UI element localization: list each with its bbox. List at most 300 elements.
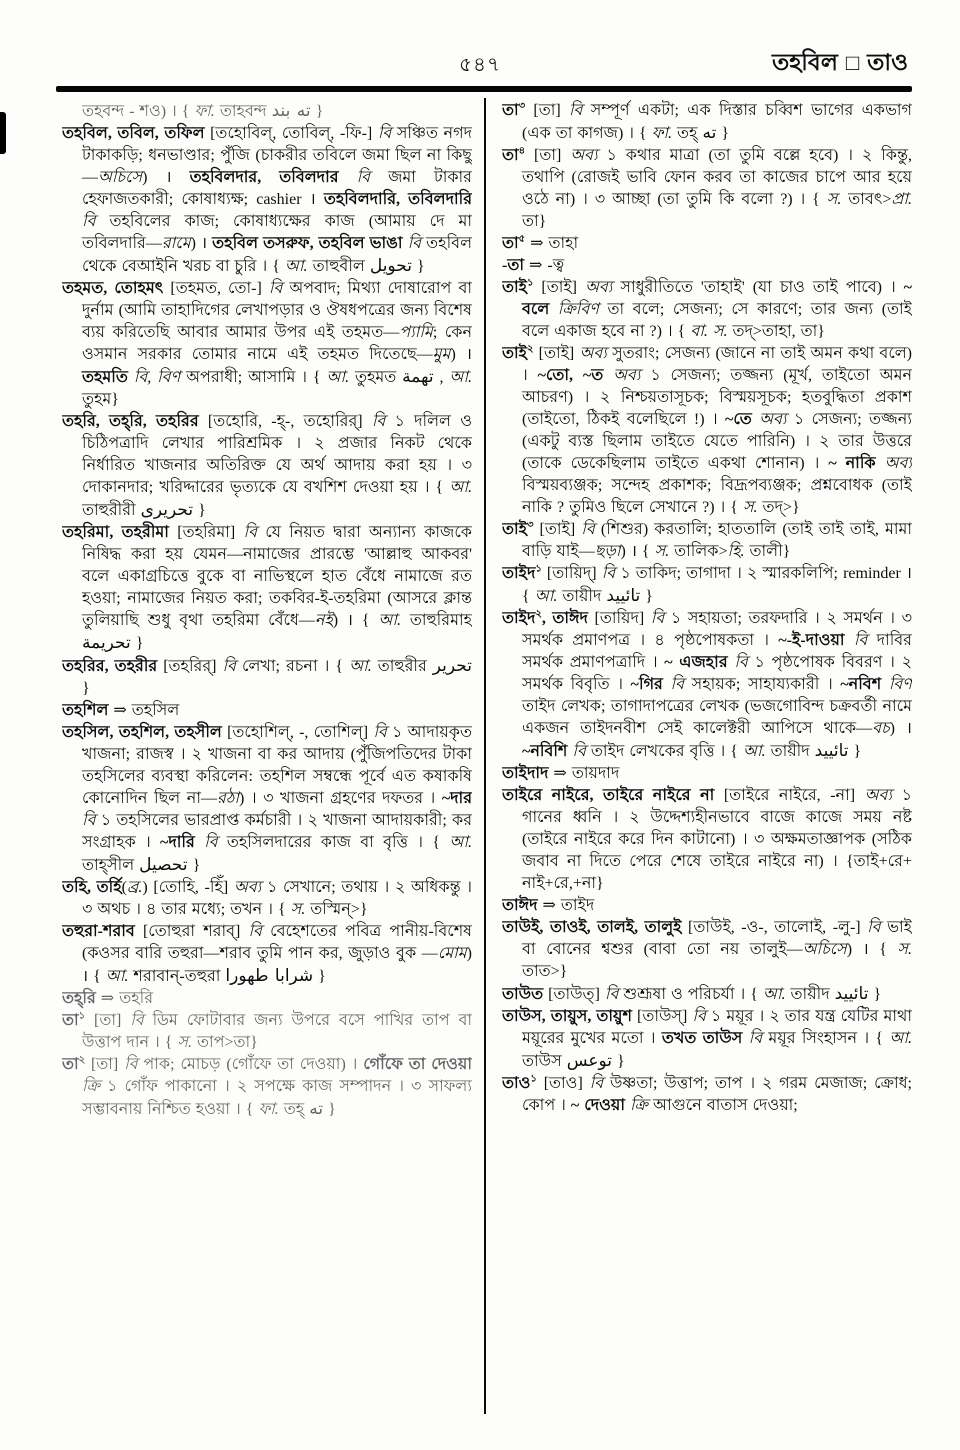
entry-segment: [তহোরি, -হ্-, তহোরির্] [198,413,372,430]
entry-segment: আ. [284,258,308,275]
entry-segment: অব্য [570,147,598,164]
dictionary-entry [502,917,912,983]
entry-segment: ~গির [630,676,663,693]
entry-segment: ~দার [441,790,472,807]
entry-segment: বি, বিণ [133,369,181,386]
entry-segment: ~ এজহার [664,654,728,671]
entry-segment: } [310,103,324,120]
entry-segment: তস্মিন্>} [305,901,368,918]
entry-segment: তাইরে নাইরে, তাইরে নাইরে না [502,787,715,804]
entry-segment: স. [290,901,306,918]
entry-segment: বি [371,413,386,430]
entry-segment: ১ পৃষ্ঠপোষক বিবরণ । ২ সমর্থক বিবৃতি । [522,654,912,693]
entry-segment: تحصيل [139,855,188,875]
entry-segment: বি [692,1008,706,1025]
entry-segment: তাইদ লেখক; তাগাদাপত্রের লেখক (ভজগোবিন্দ চক্রবর্তী নামে একজন তাইদনবীশ সেই কালেক্টরী আপিসে থাকে— [522,698,912,737]
entry-segment: তহ্ [278,1101,310,1118]
entry-segment: জমা টাকার হেফাজতকারী; কোষাধ্যক্ষ; cashier । [82,169,472,208]
entry-segment: তা [62,1012,79,1029]
entry-segment: ১ সেজন্য; তজ্জন্য (একটু ব্যস্ত ছিলাম তাইতে যেতে পারিনি) । ২ তার উত্তরে (তাকে ডেকেছিলাম তাইতে একথা শোনান) । [522,411,912,472]
entry-segment: } [612,1053,625,1070]
dictionary-entry [502,145,912,233]
entry-segment: আ. [762,986,786,1003]
entry-segment: তহসিল, তহশিল, তহসীল [62,724,222,741]
entry-segment: ফা. [194,103,215,120]
entry-segment: تحويل [369,256,412,276]
column-right [502,100,912,1416]
entry-segment: ~দারি [160,834,195,851]
entry-segment: ১ সেজন্য; তজ্জন্য (মূর্খ, তাইতো অমন আচরণ) । ২ নিশ্চয়তাসূচক; বিস্ময়সূচক; হতবুদ্ধিতা প্রকাশ (তাইতো, ঠিকই বলেছিলে !) । [522,367,912,428]
text-columns [62,100,912,1416]
entry-segment: ৪ [518,145,526,157]
dictionary-entry [502,983,912,1006]
entry-segment: ৩ [526,519,534,531]
entry-segment: বি [377,125,392,142]
entry-segment: আ. [449,834,472,851]
entry-segment: বেহেশতের পবিত্র পানীয়-বিশেষ (কওসর বারি তহুরা—শরাব তুমি পান কর, জুড়াও বুক — [82,923,472,962]
entry-segment: সঞ্চিত নগদ টাকাকড়ি; ধনভাণ্ডার; পুঁজি (চাকরীর তবিলে জমা ছিল না কিছু— [82,125,472,186]
entry-segment: যে নিয়ত দ্বারা অন্যান্য কাজকে নিষিদ্ধ করা হয় যেমন—নামাজের প্রারম্ভে 'আল্লাহু আকবর' বলে একাগ্রচিত্তে বুকে বা নাভিস্থলে হাত বেঁধে নামাজে রত হওয়া; নামাজের নিয়ত করা; তকবির-ই-তহরিমা (আসরে ক্লান্ত তুলিয়াছি শুধু বৃথা তহরিমা বেঁধে— [82,524,472,629]
entry-segment: তাউস, তায়ুস, তায়ুশ [502,1008,632,1025]
entry-segment [195,834,204,851]
dictionary-entry [502,608,912,763]
entry-segment: প্যামি [399,324,433,341]
entry-segment: তাহুবীল [307,258,370,275]
entry-segment: বি [373,724,387,741]
entry-segment: অব্য [233,879,262,896]
entry-segment: তাউত [502,986,544,1003]
entry-segment: বি [867,919,881,936]
entry-segment: বিণ [888,676,912,693]
entry-segment: تحريمة [82,633,131,653]
entry-segment: আ. [534,588,558,605]
entry-segment: তাহুরীরী [82,502,141,519]
page-number: ৫৪৭ [459,54,501,76]
entry-segment: অব্য [884,455,912,472]
dictionary-entry [62,100,472,123]
entry-segment: তা [502,102,519,119]
dictionary-entry [502,100,912,145]
entry-segment: [তহমত, তো-] [163,280,269,297]
entry-segment: বি [82,213,96,230]
entry-segment: বি [601,565,616,582]
entry-segment: ১ তহসিলের ভারপ্রাপ্ত কর্মচারী । ২ খাজনা আদায়কারী; কর সংগ্রাহক । [82,812,472,851]
entry-segment: তা বলে; সেজন্য; সে কারণে; তার জন্য (তাই বলে একাজ হবে না ?) । { [522,301,912,340]
entry-segment: [তাই] [533,279,585,296]
entry-segment: [তহোশিল্, -, তোশিল্] [221,724,374,741]
entry-segment: তা [502,147,519,164]
entry-segment: স. [742,499,758,516]
entry-segment: তদ্>তাহা, তা} [727,323,825,340]
entry-segment: সহায়ক; সাহায্যকারী । [684,676,841,693]
dictionary-entry [502,895,912,917]
entry-segment: তাইদ [502,610,536,627]
entry-segment: ১ সহায়তা; তরফদারি । ২ সমর্থন । ৩ সমর্থক প্রমাণপত্র । ৪ পৃষ্ঠপোষকতা । [522,610,912,649]
entry-segment: বচ [872,720,890,737]
entry-segment: تائييد [834,984,869,1004]
dictionary-entry [502,277,912,343]
entry-segment: অচিসে [802,941,847,958]
entry-segment: তায়ীদ [785,986,835,1003]
entry-segment: } [313,968,326,985]
entry-segment: شرابا طهورا [225,966,314,986]
entry-segment: বি [356,169,371,186]
entry-segment: [তাও] [536,1075,590,1092]
entry-segment: রামে [161,235,191,252]
entry-segment: বি [589,1075,604,1092]
entry-segment: ⇒ তাইদ [537,897,595,914]
dictionary-entry [62,1054,472,1121]
entry-segment: , [433,369,450,386]
entry-segment: উষ্ণতা; উত্তাপ; তাপ । ২ গরম মেজাজ; ক্রোধ; কোপ । [522,1075,912,1114]
entry-segment: تهمة [402,367,434,387]
entry-segment: ⇒ -ত্ব [523,257,565,274]
entry-segment: তাত>} [522,963,568,980]
entry-segment: [তা] [85,1056,125,1073]
entry-segment: [তা] [525,147,571,164]
entry-segment: ১ আদায়কৃত খাজনা; রাজস্ব । ২ খাজনা বা কর আদায় (পুঁজিপতিদের টাকা তহসিলের ব্যবস্থা করিলেন: তহশিল সম্বন্ধে পূর্বে এত কষাকষি কোনোদিন ছিল না— [82,724,472,807]
guide-word-last: তাও [867,50,908,75]
entry-segment: ১ গোঁফ পাকানো । ২ সপক্ষে কাজ সম্পাদন । ৩ সাফল্য সম্ভাবনায় নিশ্চিত হওয়া । { [82,1078,472,1118]
entry-segment: বি [853,632,868,649]
entry-segment: ১ [78,1010,86,1022]
dictionary-entry [62,1010,472,1054]
entry-segment: আ. [889,1030,912,1047]
entry-segment: স. [897,941,912,958]
entry-segment: ১ কথার মাত্রা (তা তুমি বল্লে হবে) । ২ কিন্তু, তথাপি (রোজই ভাবি ফোন করব তা কাজের চাপে আর হয়ে ওঠে না) । ৩ আচ্ছা (তা তুমি কি বলো ?) । { [522,147,912,208]
entry-segment: ته [702,123,717,143]
entry-segment [881,676,889,693]
entry-segment: ২ [78,1054,86,1066]
dictionary-entry [502,785,912,895]
entry-segment: তহবন্দ - শও) । { [82,103,195,120]
entry-segment: বি [734,654,748,671]
entry-segment: মুম [432,346,451,363]
entry-segment: ১ তাকিদ; তাগাদা । ২ স্মারকলিপি; reminder । { [522,565,912,605]
entry-segment: [তাউত্] [543,986,605,1003]
entry-segment: স. [826,191,842,208]
dictionary-entry [502,1073,912,1117]
entry-segment: ১ দলিল ও চিঠিপত্রাদি লেখার পারিশ্রমিক । ২ প্রজার নিকট থেকে নির্ধারিত খাজনার অতিরিক্ত যে অর্থ আদায় করা হয় । ৩ দোকানদার; খরিদ্দারের ভৃত্যকে যে বখশিশ দেওয়া হয় । { [82,413,472,496]
entry-segment: রঠা [216,790,239,807]
entry-segment: তায়ীদ [557,588,607,605]
dictionary-entry [502,1006,912,1073]
guide-words [772,44,908,83]
entry-segment: ) । [889,720,912,737]
entry-segment: তাঈদ [502,897,538,914]
dictionary-entry [502,343,912,519]
entry-segment: ⇒ তাহা [525,235,579,252]
entry-segment: ) । ৩ খাজনা গ্রহণের দফতর । [238,790,442,807]
entry-segment: [তাউস্] [631,1008,693,1025]
entry-segment: তহবিল, তবিল, তফিল [62,125,205,142]
entry-segment: প্রা. [891,191,912,208]
entry-segment: [তাই] [533,345,580,362]
entry-segment: [তা] [525,102,569,119]
entry-segment: ~নবিশ [840,676,882,693]
entry-segment: } [716,125,730,142]
entry-segment: [তহরির্] [157,658,223,675]
entry-segment: তাহ্‌সীল [82,857,140,874]
entry-segment: ১ গানের ধ্বনি । ২ উদ্দেশ্যহীনভাবে বাজে কাজে সময় নষ্ট (তাইরে নাইরে করে দিন কাটানো) । ৩ অক্ষমতাজ্ঞাপক (সঠিক জবাব না দিতে পেরে শেষে তাইরে নাইরে না) । {তাই+রে+ নাই+রে,+না} [522,787,912,892]
entry-segment: তহুরা-শরাব [62,923,135,940]
entry-segment: تائييد [606,586,641,606]
entry-segment: ক্রি [82,1078,100,1095]
entry-segment: নই [314,612,333,629]
entry-segment: আ. [742,743,766,760]
entry-segment: ১ [535,563,542,575]
entry-segment: তাইদাদ [502,765,549,782]
entry-segment: বি [243,524,257,541]
entry-segment: } [323,1101,336,1118]
entry-segment: তহি, তর্হি [62,879,122,896]
entry-segment: তাউই, তাওই, তালই, তালুই [502,919,682,936]
entry-segment: ~ বলে [522,279,912,318]
entry-segment: ~ দেওয়া [570,1097,625,1114]
entry-segment: আ. [378,612,401,629]
entry-segment: ময়ূর সিংহাসন । { [762,1030,890,1047]
dictionary-entry [62,278,472,411]
entry-segment: বি [568,102,583,119]
dictionary-entry [502,255,912,277]
dictionary-entry [502,519,912,563]
entry-segment: অব্য [613,367,641,384]
entry-segment: বি [748,1030,763,1047]
entry-segment: [তা] [85,1012,131,1029]
entry-segment: ~নবিশি [522,743,568,760]
entry-segment: তাইদ [502,565,536,582]
entry-segment: তহমত, তোহমৎ [62,280,164,297]
entry-segment: তাও [502,1075,531,1092]
entry-segment: ভাই বা বোনের শ্বশুর (বাবা তো নয় তালুই— [522,919,912,958]
entry-segment: তহবিলদার, তবিলদার [189,169,339,186]
entry-segment: বি [248,923,262,940]
dictionary-entry [62,522,472,655]
entry-segment: লেখা; রচনা । { [235,658,350,675]
entry-segment: বি [222,658,236,675]
entry-segment: সুতরাং; সেজন্য (জানে না তাই অমন কথা বলে) । [522,345,912,384]
entry-segment: ১ সেখানে; তথায় । ২ অধিকন্তু । ৩ অথচ । ৪ তার মধ্যে; তখন । { [82,879,472,918]
entry-segment: বিস্ময়ব্যঞ্জক; সন্দেহ প্রকাশক; বিদ্রূপব্যঞ্জক; প্রশ্নবোধক (তাই নাকি ? তুমিও ছিলে সেখানে ?) । { [522,477,912,516]
dictionary-entry [62,988,472,1010]
entry-segment: বি [130,1012,144,1029]
dictionary-entry [502,233,912,255]
entry-segment: শরাবান্-তহুরা [128,968,226,985]
entry-segment [339,169,357,186]
entry-segment: ফা. [651,125,673,142]
entry-segment: তহরি, তহ্‌রি, তহরির [62,413,199,430]
entry-segment: বি [124,1056,138,1073]
entry-segment: তহরির, তহরীর [62,658,158,675]
entry-segment: ২ [535,608,542,620]
entry-segment: স. [177,1034,192,1051]
entry-segment: তহরিমা, তহরীমা [62,524,169,541]
entry-segment: সম্পূর্ণ একটা; এক দিস্তার চব্বিশ ভাগের একভাগ (এক তা কাগজ) । { [522,102,912,142]
entry-segment: ~তে [725,411,752,428]
entry-segment: অপবাদ; মিথ্যা দোষারোপ বা দুর্নাম (আমি তাহাদিগের লেখাপড়ার ও ঔষধপত্রের জন্য বিশেষ ব্যয় করিতেছি আবার আমার উপর এই তহমত— [82,280,472,341]
entry-segment: } [82,680,90,697]
entry-segment: تحرير [432,656,472,676]
entry-segment [876,455,885,472]
entry-segment: ⇒ তায়দাদ [548,765,620,782]
dictionary-entry [62,877,472,921]
entry-segment: আ. [449,479,472,496]
entry-segment: মোম [437,945,467,962]
entry-segment: [তহরিমা] [168,524,244,541]
entry-segment: ~-ই-দাওয়া [778,632,845,649]
entry-segment: ~তো, ~ত [537,367,604,384]
entry-segment: ; কেন ওসমান সরকার তোমার নামে এই তহমত দিতেছে— [82,324,472,363]
entry-segment: ১ [526,277,534,289]
entry-segment: ২ [526,343,534,355]
entry-segment: ) । [450,346,472,363]
entry-segment: ডিম ফোটাবার জন্য উপরে বসে পাখির তাপ বা উত্তাপ দান । { [82,1012,472,1051]
entry-segment: ) [তোহি, -হিঁ] [142,879,234,896]
entry-segment: দাবির সমর্থক প্রমাণপত্রাদি । [522,632,912,671]
entry-segment: ) । { [82,945,472,985]
entry-segment: ফা. [258,1101,279,1118]
entry-segment: স. [654,543,670,560]
entry-segment: [তায়িদ্] [541,565,602,582]
entry-segment: ) । { [846,941,898,958]
entry-segment: ( [121,879,127,896]
entry-segment: তা [502,235,519,252]
entry-segment: ) । { [332,612,379,629]
entry-segment: (শিশুর) করতালি; হাততালি (তাই তাই তাই, মামা বাড়ি যাই— [522,521,912,560]
entry-segment: পাক; মোচড় (গোঁফে তা দেওয়া) । [137,1056,364,1073]
entry-segment: বি [572,743,586,760]
entry-segment: ছড়া [594,543,621,560]
entry-segment: } [848,743,862,760]
entry-segment: আগুনে বাতাস দেওয়া; [647,1097,798,1114]
entry-segment: ) । { [620,543,655,560]
entry-segment: বি [604,986,619,1003]
entry-segment: } [130,635,144,652]
entry-segment: তুহমত [349,369,403,386]
entry-segment: তহমতি [82,369,128,386]
dictionary-entry [62,722,472,877]
entry-segment: তুহম} [82,391,119,408]
entry-segment: অব্য [759,411,787,428]
dictionary-entry [62,700,472,722]
entry-segment: হি. [727,543,745,560]
entry-segment: তহসিলদারের কাজ বা বৃত্তি । { [217,834,450,851]
entry-segment: [তহোবিল্, তোবিল্, -ফি-] [204,125,378,142]
entry-segment: শুশ্রূষা ও পরিচর্যা । { [618,986,763,1003]
entry-segment: তাউস [522,1053,567,1070]
entry-segment: আ. [105,968,129,985]
entry-segment: অব্য [585,279,613,296]
entry-segment: ) । [142,169,190,186]
entry-segment: সাধুরীতিতে 'তাহাই' (যা চাও তাই পাবে) । [612,279,904,296]
dictionary-entry [502,563,912,608]
entry-segment: [তাউই, -ও-, তালোই, -লু-] [681,919,868,936]
entry-segment: ১ [530,1073,537,1085]
entry-segment: বি [204,834,218,851]
entry-segment: তায়ীদ [765,743,815,760]
entry-segment: ته [309,1099,324,1119]
entry-segment [549,301,558,318]
entry-segment: } [868,986,882,1003]
scan-artifact [0,112,6,154]
entry-segment: তাবৎ> [841,191,892,208]
entry-segment: ৩ [518,100,526,112]
column-divider [484,98,486,1414]
entry-segment: তাহুরিমাহ [401,612,472,629]
entry-segment: তাহবন্দ [214,103,272,120]
entry-segment: অব্য [579,345,607,362]
entry-segment [845,632,854,649]
entry-segment: বি [670,676,684,693]
entry-segment [663,676,671,693]
entry-segment: ~ নাকি [828,455,876,472]
entry-segment: -তা [502,257,524,274]
entry-segment: তাই [502,279,527,296]
entry-segment: } [187,857,201,874]
entry-segment: আ. [326,369,350,386]
entry-segment: তহশিল [62,702,109,719]
entry-segment: গোঁফে তা দেওয়া [363,1056,472,1073]
dictionary-entry [502,763,912,785]
entry-segment: তালিক> [669,543,728,560]
entry-segment: তখত তাউস [661,1030,743,1047]
entry-segment: আ. [349,658,372,675]
entry-segment: তাইদ লেখকের বৃত্তি । { [585,743,743,760]
dictionary-entry [62,411,472,522]
entry-segment: تائييد [814,741,849,761]
entry-segment: বি [581,521,595,538]
dictionary-entry [62,921,472,988]
entry-segment: ১ ময়ূর । ২ তার যন্ত্র যেটির মাথা ময়ূরের মুখের মতো । [522,1008,912,1047]
entry-segment: [তোহুরা শরাব্] [134,923,249,940]
entry-segment: ) । [190,235,213,252]
entry-segment: } [640,588,653,605]
entry-segment: বা. স. [690,323,728,340]
entry-segment: তহবিল তসরুফ, তহবিল ভাঙা [212,235,403,252]
entry-segment: তহবিল থেকে বেআইনি খরচ বা চুরি । { [82,235,472,275]
entry-segment: ته بند [271,101,311,121]
entry-segment: অব্য [864,787,893,804]
entry-segment: ⇒ তহরি [95,990,153,1007]
entry-segment: ব্র. [127,879,143,896]
entry-segment: তালী} [744,543,791,560]
entry-segment: তদ্>} [757,499,800,516]
entry-segment: অপরাধী; আসামি । { [180,369,327,386]
entry-segment: তহ্‌রি [62,990,96,1007]
entry-segment: তাই [502,345,527,362]
entry-segment: আ. [449,369,472,386]
column-left [62,100,472,1416]
entry-segment [603,367,613,384]
dictionary-entry [62,123,472,278]
entry-segment: তা} [522,213,547,230]
entry-segment: তা [62,1056,79,1073]
entry-segment: [তাইরে নাইরে, -না] [714,787,865,804]
entry-segment: } [411,258,425,275]
dictionary-entry [62,655,472,700]
entry-segment: বি [407,235,422,252]
entry-segment: তহবিলের কাজ; কোষাধ্যক্ষের কাজ (আমায় দে মা তবিলদারি— [82,213,472,252]
entry-segment: তাই [502,521,527,538]
header-rule [56,86,912,92]
square-separator-icon: □ [845,50,860,75]
entry-segment: توعس [566,1051,613,1071]
entry-segment: } [193,502,206,519]
entry-segment: ⇒ তহসিল [108,702,180,719]
entry-segment: বি [82,812,96,829]
entry-segment: تحريرى [140,500,194,520]
entry-segment: ক্রি [629,1097,648,1114]
